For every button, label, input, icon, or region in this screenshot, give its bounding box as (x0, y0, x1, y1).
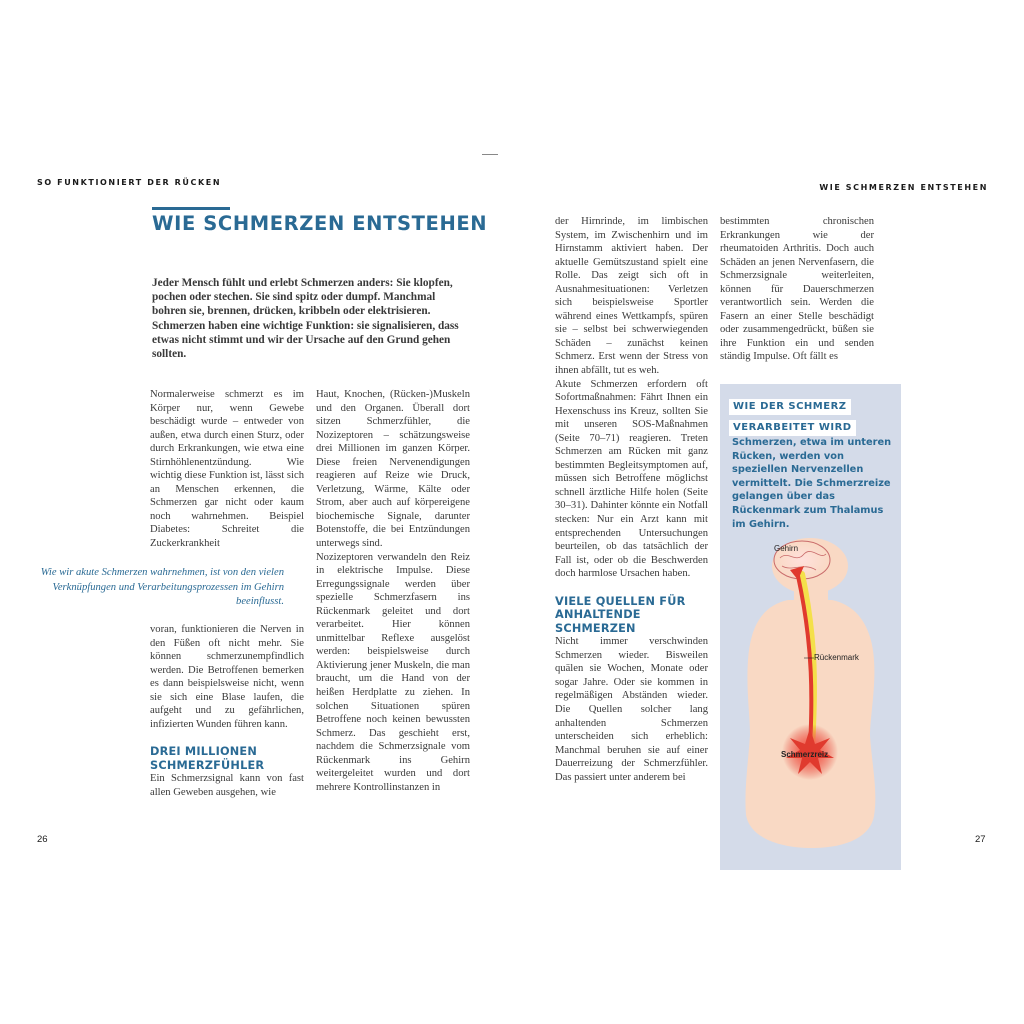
fold-mark (482, 154, 498, 155)
page-number-left: 26 (37, 834, 48, 845)
paragraph: Nicht immer verschwinden Schmerzen wieder. Bisweilen quälen sie Wochen, Monate oder sogar Jahre. Oder sie kommen in regelmäßigen Abständen wieder. Die Quellen solcher lang anhaltenden Schmerzen unterscheiden sich erheblich: Manchmal beruhen sie auf einer Dauerreizung der Schmerzfühler. Das passiert unter anderem bei (555, 636, 708, 783)
paragraph: voran, funktionieren die Nerven in den Füßen oft nicht mehr. Sie können schmerzunempfindlich werden. Die Betroffenen bemerken es dann beispielsweise nicht, wenn sie sich eine Blase laufen, die aufgeht und zu gefährlichen, infizierten Wunden führen kann. (150, 624, 304, 730)
column-3 (555, 215, 708, 784)
running-head-left: SO FUNKTIONIERT DER RÜCKEN (37, 178, 222, 187)
paragraph: bestimmten chronischen Erkrankungen wie der rheumatoiden Arthritis. Doch auch Schäden an jenen Nervenfasern, die Schmerzsignale weiterleiten, können für Dauerschmerzen verantwortlich sein. Werden die Fasern an einer Stelle beschädigt oder zusammengedrückt, büßen sie ihre Funktion ein und senden ständig Impulse. Oft fällt es (720, 216, 874, 363)
column-1-bottom (150, 623, 304, 799)
paragraph: Haut, Knochen, (Rücken-)Muskeln und den Organen. Überall dort sitzen Schmerzfühler, die Nozizeptoren – schätzungsweise drei Millionen im ganzen Körper. Diese freien Nervenendigungen reagieren auf Reize wie Druck, Verletzung, Wärme, Kälte oder Strom, aber auch auf körpereigene biochemische Signale, darunter Botenstoffe, die bei Entzündungen unterwegs sind. (316, 389, 470, 550)
column-1-top (150, 388, 304, 551)
paragraph: Ein Schmerzsignal kann von fast allen Geweben ausgehen, wie (150, 773, 304, 798)
label-gehirn: Gehirn (774, 544, 799, 553)
pull-quote: Wie wir akute Schmerzen wahrnehmen, ist von den vielen Verknüpfungen und Verarbeitungsprozessen im Gehirn beeinflusst. (40, 567, 284, 607)
paragraph: der Hirnrinde, im limbischen System, im Zwischenhirn und im Hirnstamm aktiviert haben. Der aktuelle Gemütszustand spielt eine Rolle. Das zeigt sich oft in Ausnahmesituationen: Verletzen sich beispielsweise Sportler während eines Wettkampfs, spüren sie – selbst bei schwerwiegenden Schäden – zunächst keinen Schmerz. Erst wenn der Stress von ihnen abfällt, tut es weh. (555, 216, 708, 377)
running-head-right: WIE SCHMERZEN ENTSTEHEN (819, 183, 988, 192)
info-box-heading-line2: VERARBEITET WIRD (729, 420, 856, 436)
paragraph: Normalerweise schmerzt es im Körper nur, wenn Gewebe beschädigt wurde – entweder von außen, etwa durch einen Sturz, oder durch Erkrankungen, wie etwa eine Stirnhöhlenentzündung. Wie wichtig diese Funktion ist, lässt sich an Menschen erkennen, die Schmerzen gar nicht oder kaum noch wahrnehmen. Beispiel Diabetes: Schreitet die Zuckerkrankheit (150, 389, 304, 550)
info-box-heading-line1: WIE DER SCHMERZ (729, 399, 851, 415)
label-schmerzreiz: Schmerzreiz (781, 750, 829, 759)
subheading-drei-millionen: DREI MILLIONEN SCHMERZFÜHLER (150, 745, 265, 772)
page-title: WIE SCHMERZEN ENTSTEHEN (152, 212, 488, 235)
info-box-text: Schmerzen, etwa im unteren Rücken, werden von speziellen Nervenzellen vermittelt. Die Schmerzreize gelangen über das Rückenmark zum Thalamus im Gehirn. (732, 437, 892, 530)
subheading-viele-quellen: VIELE QUELLEN FÜR ANHALTENDE SCHMERZEN (555, 594, 686, 635)
label-rueckenmark: Rückenmark (814, 653, 859, 662)
column-2 (316, 388, 470, 794)
body-illustration (720, 520, 901, 870)
column-4 (720, 215, 874, 364)
paragraph: Akute Schmerzen erfordern oft Sofortmaßnahmen: Fährt Ihnen ein Hexenschuss ins Kreuz, sollten Sie mit unseren SOS-Maßnahmen (Seite 70–71) reagieren. Treten Schmerzen am Rücken mit ganz bestimmten Begleitsymptomen auf, müssen sich Betroffene möglichst schnell ärztliche Hilfe holen (Seite 30–31). Dahinter könnte ein Notfall stecken: Nur ein Arzt kann mit entsprechenden Untersuchungen beurteilen, ob das tatsächlich der Fall ist, oder ob die Beschwerden doch harmlose Ursachen haben. (555, 378, 708, 580)
lead-paragraph: Jeder Mensch fühlt und erlebt Schmerzen anders: Sie klopfen, pochen oder stechen. Sie sind spitz oder dumpf. Manchmal bohren sie, brennen, drücken, kribbeln oder elektrisieren. Schmerzen haben eine wichtige Funktion: sie signalisieren, dass etwas nicht stimmt und wir der Ursache auf den Grund gehen sollten. (152, 277, 459, 361)
page-number-right: 27 (975, 834, 986, 845)
info-box-heading (729, 396, 856, 436)
title-rule (152, 207, 230, 210)
paragraph: Nozizeptoren verwandeln den Reiz in elektrische Impulse. Diese Erregungssignale werden über spezielle Schmerzfasern ins Rückenmark geleitet und dort verarbeitet. Hier können unmittelbar Reflexe ausgelöst werden: beispielsweise durch Aktivierung jener Muskeln, die man braucht, um die Hand von der heißen Herdplatte zu ziehen. In solchen Situationen spüren Betroffene noch keinen bewussten Schmerz. Das geschieht erst, nachdem die Schmerzsignale vom Rückenmark ins Gehirn weitergeleitet wurden und dort mehrere Kontrollinstanzen in (316, 551, 470, 793)
